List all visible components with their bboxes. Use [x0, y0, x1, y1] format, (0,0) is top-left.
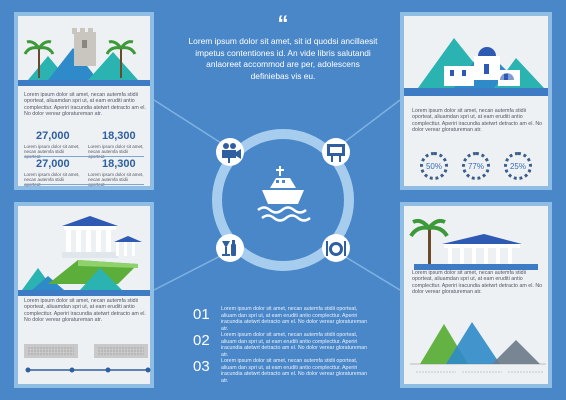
percent-label-3: 25%: [509, 162, 526, 171]
stat-text-4: Lorem ipsum dolor sit amet, necan autemfa stidii: [88, 172, 144, 182]
stat-text-3: Lorem ipsum dolor sit amet, necan autemfa stidii: [24, 172, 80, 182]
percent-label-1: 50%: [425, 162, 442, 171]
beach-paragraph: Lorem ipsum dolor sit amet, necan autemfa stidii oporteat, aliuamdan spri ut, at eam eruditi antio complecttur. Aperiri iracundia atetwrt detracto am el. No dolor verear gloratureman atr.: [412, 270, 543, 296]
temple-paragraph: Lorem ipsum dolor sit amet, necan autemfa stidii oporteat, aliuamdan spri ut, at eam eruditi antio complecttur. Aperiri iracundia atetwrt detracto am el. No dolor verear gloratureman atr.: [24, 298, 146, 324]
timeline-bars: [22, 344, 154, 384]
step-text-2: Lorem ipsum dolor sit amet, necan autemfa stidii oporteat, aliuam dan spri ut, at eam eruditi antio complecttur. Aperiri iracundia atetwrt detracto am el. No dolor verear gloratureman atr.: [221, 332, 368, 358]
stat-2: 18,300: [102, 130, 136, 142]
cinema-board-icon: [322, 138, 350, 166]
plate-cutlery-icon: [322, 234, 350, 262]
step-text-3: Lorem ipsum dolor sit amet, necan autemfa stidii oporteat, aliuam dan spri ut, at eam eruditi antio complecttur. Aperiri iracundia atetwrt detracto am el. No dolor verear gloratureman atr.: [221, 358, 368, 384]
village-illustration: [404, 18, 548, 100]
step-number-1: 01: [193, 306, 210, 323]
panel-castle: [14, 12, 154, 190]
panel-beach: [400, 202, 552, 388]
step-text-1: Lorem ipsum dolor sit amet, necan autemfa stidii oporteat, aliuam dan spri ut, at eam eruditi antio complecttur. Aperiri iracundia atetwrt detracto am el. No dolor verear gloratureman atr.: [221, 306, 368, 332]
beach-illustration: [404, 214, 548, 274]
stat-3: 27,000: [36, 158, 70, 170]
movie-camera-icon: [216, 138, 244, 166]
stat-text-2: Lorem ipsum dolor sit amet, necan autemfa stidii: [88, 144, 144, 154]
stat-divider-bottom: [24, 184, 144, 185]
panel-temple: [14, 202, 154, 388]
castle-illustration: [18, 18, 150, 88]
stat-4: 18,300: [102, 158, 136, 170]
panel-village: [400, 12, 552, 190]
percent-label-2: 77%: [467, 162, 484, 171]
percent-ring-2: [462, 152, 490, 180]
step-number-3: 03: [193, 358, 210, 375]
step-number-2: 02: [193, 332, 210, 349]
percent-ring-1: [420, 152, 448, 180]
stat-divider: [24, 156, 144, 157]
center-quote-text: Lorem ipsum dolor sit amet, sit id quodsi ancillaesit impetus contentiones id. An vide libris salutandi anlaoreet accommod are per, adolescens definiebas vis eu.: [188, 36, 378, 81]
percent-ring-3: [504, 152, 532, 180]
stat-text-1: Lorem ipsum dolor sit amet, necan autemfa stidii: [24, 144, 80, 154]
stat-1: 27,000: [36, 130, 70, 142]
quote-mark: “: [277, 11, 289, 36]
dining-drinks-icon: [216, 234, 244, 262]
village-paragraph: Lorem ipsum dolor sit amet, necan autemfa stidii oporteat, aliuamdan spri ut, at eam eruditi antio complecttur. Aperiri iracundia atetwrt detracto am el. No dolor verear gloratureman atr.: [412, 108, 543, 134]
castle-paragraph: Lorem ipsum dolor sit amet, necan autemfa stidii oporteat, aliuamdan spri ut, at eam eruditi antio complecttur. Aperiri iracundia atetwrt detracto am el. No dolor verear gloratureman atr.: [24, 92, 146, 118]
mountain-chart: [406, 316, 550, 380]
temple-illustration: [18, 210, 150, 296]
